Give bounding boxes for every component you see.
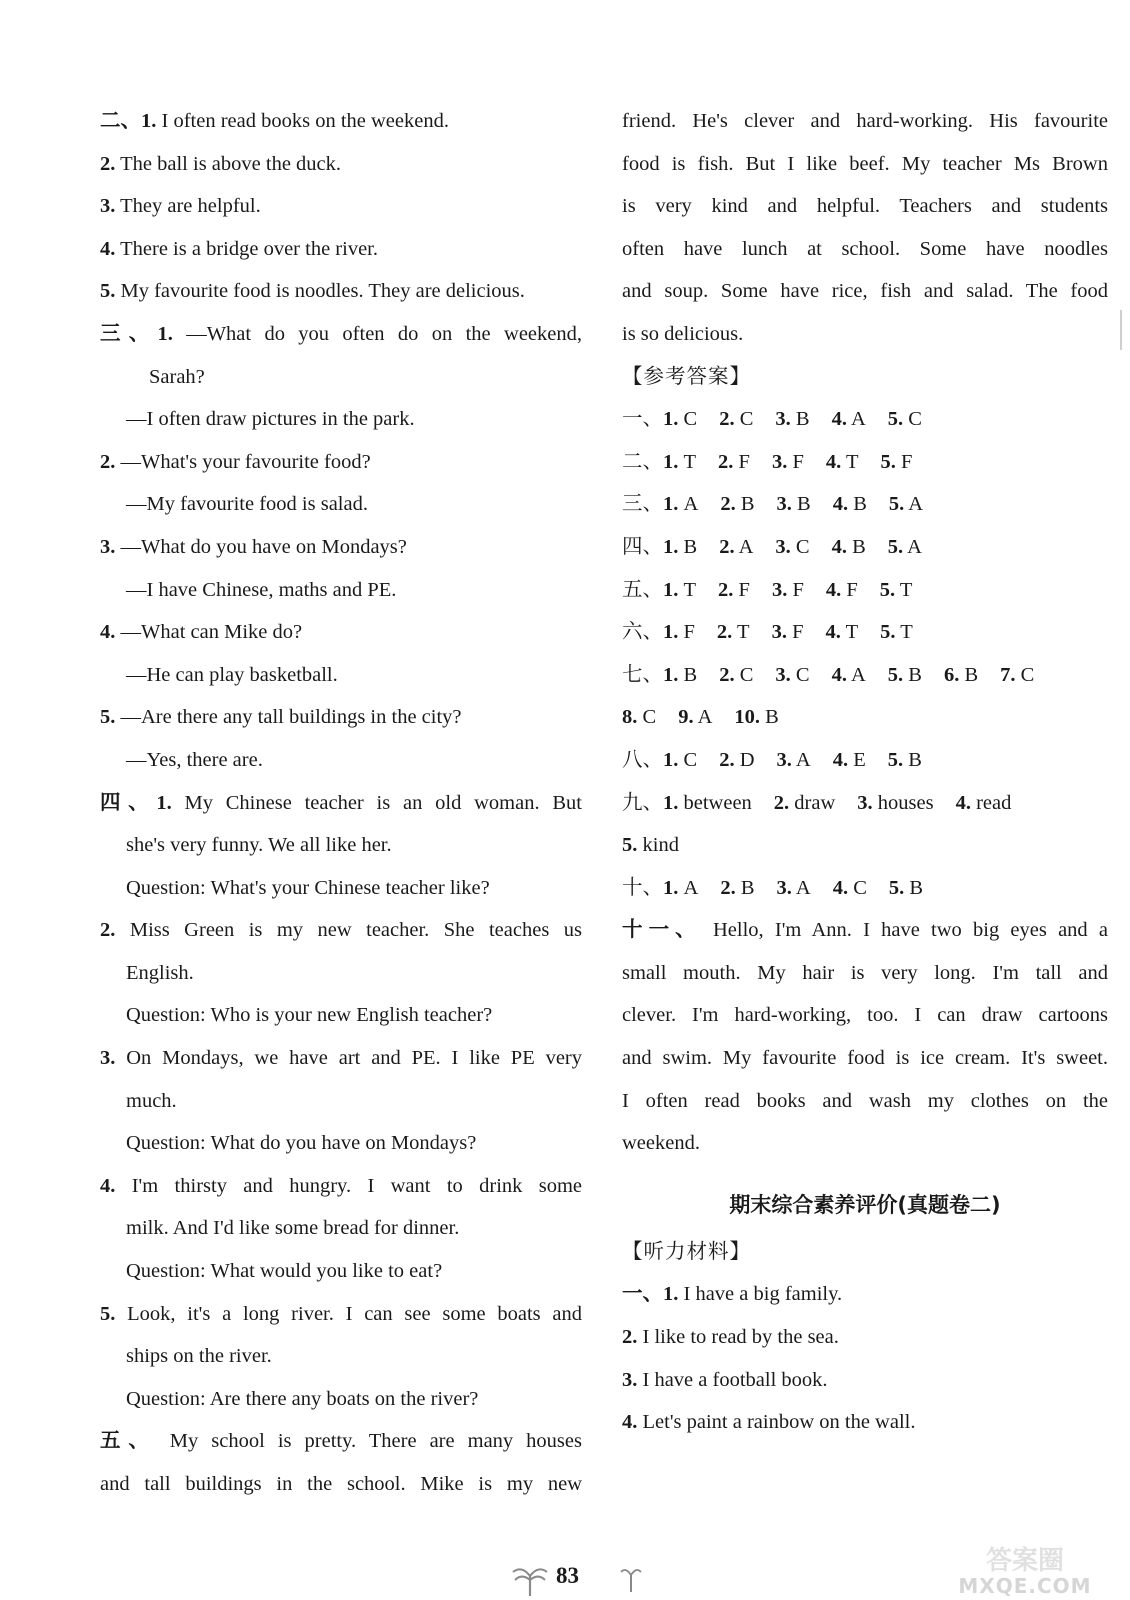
answer-number: 3.: [775, 408, 791, 431]
page-number: 83: [556, 1563, 579, 1588]
answer-row: [622, 441, 1108, 484]
answer-number: 2.: [719, 663, 735, 686]
item-number: 4.: [100, 621, 116, 644]
writing-line: [622, 1122, 1108, 1165]
answer-key: [622, 398, 1108, 909]
section-label: 五、: [622, 578, 663, 601]
writing-sample: [622, 909, 1108, 1165]
site-watermark: [935, 1540, 1115, 1600]
text-line: [100, 1293, 582, 1336]
answer-number: 3.: [776, 876, 792, 899]
answer-value: A: [683, 876, 699, 899]
answer-number: 5.: [622, 834, 638, 857]
line-text: Question: What's your Chinese teacher like?: [126, 876, 490, 899]
answer-number: 5.: [879, 578, 896, 601]
answer-value: C: [683, 748, 698, 771]
answer-value: A: [795, 748, 811, 771]
item-number: 二、1.: [100, 110, 157, 132]
answer-value: T: [737, 621, 750, 644]
answer-number: 3.: [771, 450, 788, 473]
text-line: [100, 952, 582, 995]
answer-value: E: [853, 748, 866, 771]
text-line: [100, 696, 582, 739]
answer-number: 6.: [943, 663, 960, 686]
item-number: 2.: [100, 450, 116, 473]
line-text: I often read books and wash my clothes on the: [622, 1089, 1108, 1112]
answer-number: 5.: [880, 450, 896, 473]
line-text: I have a football book.: [642, 1368, 828, 1391]
answer-value: houses: [877, 791, 934, 814]
answer-number: 1.: [663, 450, 679, 473]
text-line: [100, 739, 582, 782]
answer-number: 4.: [825, 578, 842, 601]
answer-number: 2.: [720, 876, 736, 899]
answer-value: B: [853, 493, 867, 516]
passage: [622, 100, 1108, 356]
answer-value: T: [845, 450, 859, 473]
answer-value: B: [740, 493, 755, 516]
answer-row: [622, 824, 1108, 867]
answer-number: 4.: [832, 748, 849, 771]
item-number: 三、1.: [100, 322, 173, 345]
line-text: Let's paint a rainbow on the wall.: [642, 1411, 916, 1434]
item-number: 4.: [100, 237, 116, 260]
writing-line: [622, 952, 1108, 995]
section-label: 七、: [622, 663, 663, 686]
listening-line: [622, 1316, 1108, 1359]
text-line: [100, 441, 582, 484]
answer-number: 3.: [775, 535, 791, 558]
right-column: [622, 100, 1108, 1444]
item-number: 4.: [100, 1174, 116, 1197]
item-number: 2.: [100, 152, 116, 175]
line-text: I'm thirsty and hungry. I want to drink some: [131, 1174, 583, 1197]
item-number: 四、1.: [100, 791, 172, 814]
line-text: I have a big family.: [683, 1283, 843, 1306]
text-line: [100, 228, 582, 271]
text-line: [100, 526, 582, 569]
answer-number: 9.: [678, 706, 694, 729]
item-number: 十一、: [622, 919, 702, 942]
text-line: [100, 398, 582, 441]
line-text: —What can Mike do?: [120, 621, 303, 644]
text-line: [100, 1165, 582, 1208]
line-text: —I often draw pictures in the park.: [126, 408, 415, 431]
passage-line: often have lunch at school. Some have noodles: [622, 237, 1108, 260]
answer-value: B: [852, 535, 866, 558]
answer-value: C: [683, 408, 698, 431]
line-text: weekend.: [622, 1132, 700, 1155]
writing-line: [622, 994, 1108, 1037]
answer-value: F: [792, 578, 804, 601]
line-text: English.: [126, 961, 194, 984]
answer-number: 3.: [771, 621, 787, 644]
line-text: and tall buildings in the school. Mike is my new: [100, 1473, 582, 1495]
answer-number: 1.: [663, 408, 679, 431]
text-line: [100, 569, 582, 612]
section-label: 二、: [622, 450, 663, 473]
answer-value: B: [909, 876, 924, 899]
page-edge-mark: [1120, 310, 1122, 350]
answer-value: B: [683, 663, 698, 686]
answer-value: F: [901, 450, 913, 473]
answer-value: C: [642, 706, 657, 729]
passage-line: is so delicious.: [622, 322, 744, 345]
item-number: 2.: [622, 1326, 638, 1349]
answer-value: F: [846, 578, 858, 601]
section-label: 一、: [622, 408, 663, 431]
passage-line: friend. He's clever and hard-working. His favourite: [622, 110, 1108, 132]
text-line: [100, 143, 582, 186]
line-text: The ball is above the duck.: [120, 152, 342, 175]
section-label: 八、: [622, 748, 663, 771]
answer-value: F: [792, 450, 804, 473]
section-label: 九、: [622, 791, 663, 814]
line-text: clever. I'm hard-working, too. I can draw cartoons: [622, 1004, 1108, 1027]
plant-decoration-right-icon: [620, 1562, 642, 1592]
text-line: [100, 824, 582, 867]
answer-row: [622, 483, 1108, 526]
answer-row: [622, 739, 1108, 782]
answer-row: [622, 696, 1108, 739]
answer-number: 1.: [663, 791, 679, 814]
answer-row: [622, 569, 1108, 612]
answer-number: 1.: [663, 663, 679, 686]
answer-row: [622, 782, 1108, 825]
answer-number: 3.: [776, 493, 792, 516]
answer-row: [622, 611, 1108, 654]
text-line: [100, 611, 582, 654]
line-text: There is a bridge over the river.: [120, 237, 378, 260]
answer-number: 2.: [773, 791, 790, 814]
item-number: 3.: [100, 195, 116, 218]
line-text: On Mondays, we have art and PE. I like PE very: [126, 1047, 582, 1070]
answer-value: B: [683, 535, 698, 558]
answer-value: F: [683, 621, 695, 644]
answer-number: 2.: [716, 621, 733, 644]
section-label: 六、: [622, 621, 663, 644]
answer-value: F: [738, 578, 750, 601]
answer-value: A: [697, 706, 713, 729]
answer-value: A: [908, 493, 924, 516]
line-text: Sarah?: [149, 365, 205, 388]
line-text: Miss Green is my new teacher. She teaches us: [129, 919, 582, 942]
item-number: 一、1.: [622, 1283, 679, 1306]
line-text: Hello, I'm Ann. I have two big eyes and a: [713, 919, 1108, 942]
passage-line: food is fish. But I like beef. My teacher Ms Brown: [622, 152, 1108, 175]
answer-number: 2.: [720, 493, 736, 516]
answer-number: 7.: [1000, 663, 1016, 686]
answer-number: 4.: [831, 408, 847, 431]
left-column: [100, 100, 582, 1506]
answer-number: 5.: [888, 876, 905, 899]
line-text: —Yes, there are.: [126, 748, 263, 771]
answer-number: 4.: [832, 493, 849, 516]
item-number: 5.: [100, 280, 116, 303]
answer-number: 4.: [832, 876, 849, 899]
listening-material: [622, 1273, 1108, 1443]
line-text: —I have Chinese, maths and PE.: [126, 578, 397, 601]
line-text: Question: Are there any boats on the river?: [126, 1387, 479, 1410]
text-line: [100, 1122, 582, 1165]
text-line: [100, 270, 582, 313]
answer-value: B: [740, 876, 755, 899]
line-text: —He can play basketball.: [126, 663, 338, 686]
passage-line: is very kind and helpful. Teachers and students: [622, 195, 1108, 218]
answer-value: A: [683, 493, 699, 516]
text-line: [100, 313, 582, 356]
text-line: [100, 782, 582, 825]
answer-value: A: [850, 663, 866, 686]
answer-number: 1.: [663, 876, 679, 899]
answer-row: [622, 867, 1108, 910]
text-line: [100, 654, 582, 697]
item-number: 5.: [100, 706, 116, 729]
answer-value: C: [908, 408, 922, 431]
text-line: [100, 994, 582, 1037]
line-text: Question: What would you like to eat?: [126, 1260, 443, 1283]
answer-value: T: [899, 578, 913, 601]
answer-value: B: [797, 493, 811, 516]
plant-decoration-left-icon: [512, 1562, 548, 1596]
answer-number: 10.: [734, 706, 760, 729]
answer-number: 2.: [719, 748, 735, 771]
answer-number: 8.: [622, 706, 638, 729]
answer-value: C: [1020, 663, 1035, 686]
answer-value: T: [900, 621, 913, 644]
answer-value: B: [908, 748, 922, 771]
answer-key-heading: 【参考答案】: [622, 365, 751, 388]
answer-value: T: [845, 621, 859, 644]
line-text: Look, it's a long river. I can see some boats and: [127, 1302, 583, 1325]
answer-number: 5.: [887, 663, 904, 686]
text-line: [100, 356, 582, 399]
answer-value: between: [683, 791, 752, 814]
section-label: 三、: [622, 493, 663, 516]
answer-number: 3.: [775, 663, 791, 686]
answer-number: 3.: [776, 748, 792, 771]
text-line: [100, 909, 582, 952]
answer-number: 4.: [831, 535, 847, 558]
passage-line: and soup. Some have rice, fish and salad. The food: [622, 280, 1108, 303]
line-text: —What's your favourite food?: [120, 450, 371, 473]
answer-value: C: [853, 876, 867, 899]
answer-value: C: [739, 663, 754, 686]
text-line: [100, 185, 582, 228]
answer-value: T: [683, 450, 697, 473]
line-text: she's very funny. We all like her.: [126, 834, 392, 857]
watermark-text: MXQE.COM: [958, 1574, 1092, 1598]
text-line: [100, 483, 582, 526]
listening-line: [622, 1273, 1108, 1316]
answer-number: 5.: [887, 408, 904, 431]
answer-value: kind: [642, 834, 679, 857]
listening-line: [622, 1359, 1108, 1402]
answer-value: C: [795, 663, 810, 686]
answer-number: 1.: [663, 493, 679, 516]
answer-row: [622, 526, 1108, 569]
line-text: —Are there any tall buildings in the city?: [120, 706, 462, 729]
text-line: [100, 1250, 582, 1293]
line-text: small mouth. My hair is very long. I'm tall and: [622, 961, 1108, 984]
answer-number: 1.: [663, 535, 679, 558]
answer-value: B: [795, 408, 810, 431]
answer-value: B: [964, 663, 979, 686]
answer-value: F: [738, 450, 750, 473]
item-number: 3.: [622, 1368, 638, 1391]
item-number: 3.: [100, 535, 116, 558]
answer-number: 3.: [857, 791, 873, 814]
answer-number: 4.: [831, 663, 847, 686]
answer-value: B: [908, 663, 922, 686]
line-text: I like to read by the sea.: [642, 1326, 839, 1349]
answer-value: A: [738, 535, 754, 558]
item-number: 5.: [100, 1302, 116, 1325]
item-number: 2.: [100, 919, 116, 942]
line-text: Question: What do you have on Mondays?: [126, 1132, 477, 1155]
line-text: —My favourite food is salad.: [126, 493, 368, 516]
text-line: [100, 1080, 582, 1123]
listening-line: [622, 1401, 1108, 1444]
answer-number: 4.: [825, 621, 841, 644]
answer-value: A: [795, 876, 811, 899]
answer-number: 4.: [825, 450, 842, 473]
answer-value: A: [850, 408, 866, 431]
text-line: [100, 1207, 582, 1250]
answer-number: 2.: [718, 578, 734, 601]
text-line: [100, 100, 582, 143]
text-line: [100, 1335, 582, 1378]
answer-value: C: [739, 408, 754, 431]
answer-value: T: [683, 578, 697, 601]
answer-value: read: [976, 791, 1012, 814]
item-number: 4.: [622, 1411, 638, 1434]
writing-line: [622, 909, 1108, 952]
text-line: [100, 1037, 582, 1080]
line-text: —What do you have on Mondays?: [120, 535, 407, 558]
answer-number: 5.: [887, 535, 904, 558]
answer-value: D: [739, 748, 755, 771]
line-text: My Chinese teacher is an old woman. But: [184, 791, 583, 814]
section-label: 十、: [622, 876, 663, 899]
writing-line: [622, 1037, 1108, 1080]
line-text: They are helpful.: [120, 195, 261, 218]
answer-row: [622, 398, 1108, 441]
line-text: Question: Who is your new English teacher?: [126, 1004, 493, 1027]
line-text: much.: [126, 1089, 177, 1112]
answer-number: 5.: [888, 493, 905, 516]
answer-value: F: [792, 621, 804, 644]
answer-value: B: [765, 706, 779, 729]
line-text: —What do you often do on the weekend,: [186, 322, 582, 345]
item-number: 3.: [100, 1047, 116, 1070]
answer-number: 3.: [771, 578, 788, 601]
writing-line: [622, 1080, 1108, 1123]
listening-heading: 【听力材料】: [622, 1240, 751, 1263]
answer-row: [622, 654, 1108, 697]
line-text: My school is pretty. There are many houses: [169, 1430, 582, 1453]
text-line: [100, 1463, 582, 1506]
text-line: [100, 1378, 582, 1421]
item-number: 五、: [100, 1430, 157, 1453]
line-text: I often read books on the weekend.: [161, 110, 449, 132]
answer-number: 5.: [880, 621, 896, 644]
text-line: [100, 1420, 582, 1463]
text-line: [100, 867, 582, 910]
answer-number: 2.: [719, 535, 735, 558]
answer-number: 2.: [718, 450, 734, 473]
answer-number: 4.: [955, 791, 971, 814]
line-text: My favourite food is noodles. They are delicious.: [120, 280, 525, 303]
answer-number: 1.: [663, 748, 679, 771]
section-label: 四、: [622, 535, 663, 558]
answer-number: 5.: [887, 748, 904, 771]
line-text: milk. And I'd like some bread for dinner.: [126, 1217, 460, 1240]
answer-value: A: [907, 535, 922, 558]
line-text: and swim. My favourite food is ice cream. It's sweet.: [622, 1047, 1108, 1070]
watermark-logo: 答案圈: [985, 1546, 1064, 1576]
answer-value: draw: [794, 791, 836, 814]
answer-number: 2.: [719, 408, 735, 431]
line-text: ships on the river.: [126, 1345, 272, 1368]
answer-number: 1.: [663, 621, 679, 644]
answer-value: C: [795, 535, 810, 558]
section-title: 期末综合素养评价(真题卷二): [729, 1192, 1001, 1217]
answer-number: 1.: [663, 578, 679, 601]
